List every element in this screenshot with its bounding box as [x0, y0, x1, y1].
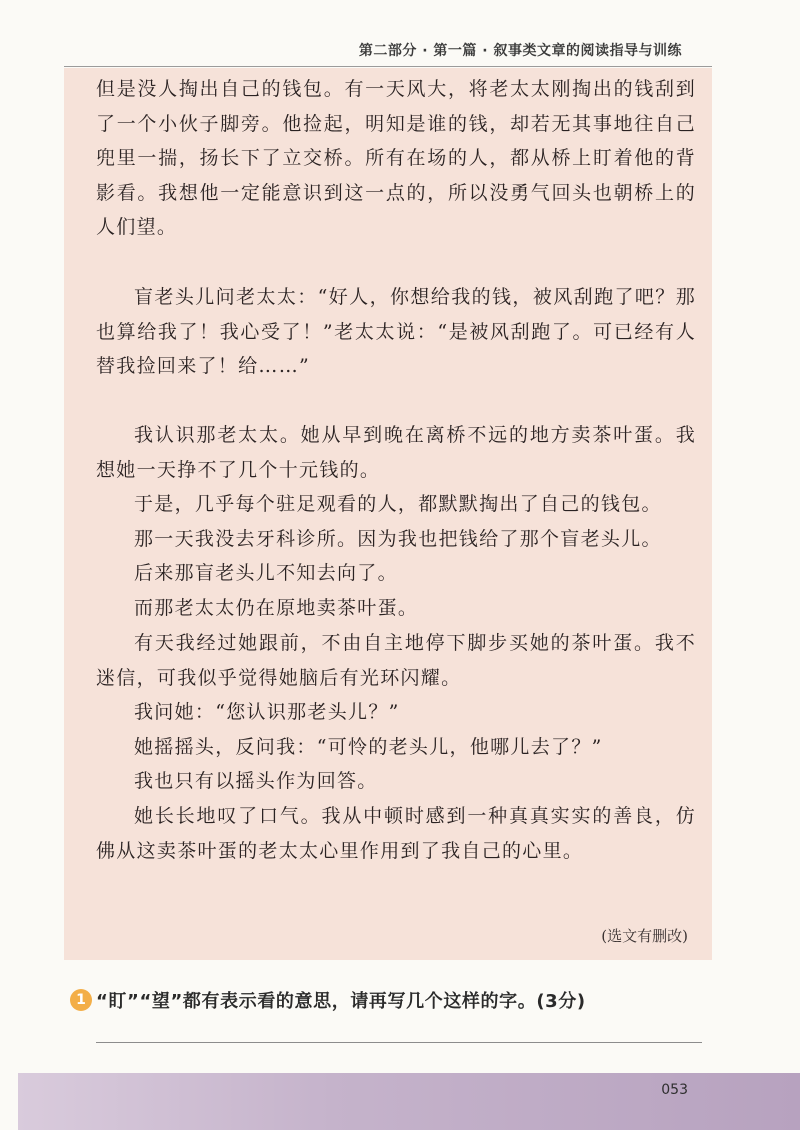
page-header — [0, 0, 800, 70]
passage-paragraph-2: 盲老头儿问老太太：“好人，你想给我的钱，被风刮跑了吧？那也算给我了！我心受了！”老太太说：“是被风刮跑了。可已经有人替我捡回来了！给……” — [96, 286, 696, 378]
passage-paragraph-7: 而那老太太仍在原地卖茶叶蛋。 — [134, 597, 419, 619]
question-1 — [70, 987, 586, 1013]
question-text: “盯”“望”都有表示看的意思，请再写几个这样的字。(3分) — [96, 991, 586, 1012]
answer-line[interactable] — [96, 1042, 702, 1043]
header-divider — [64, 66, 712, 67]
passage-paragraph-5: 那一天我没去牙科诊所。因为我也把钱给了那个盲老头儿。 — [134, 528, 662, 550]
passage-paragraph-8: 有天我经过她跟前，不由自主地停下脚步买她的茶叶蛋。我不迷信，可我似乎觉得她脑后有光环闪耀。 — [96, 632, 696, 689]
passage-paragraph-10: 她摇摇头，反问我：“可怜的老头儿，他哪儿去了？” — [134, 736, 603, 758]
passage-paragraph-11: 我也只有以摇头作为回答。 — [134, 770, 378, 792]
passage-paragraph-12: 她长长地叹了口气。我从中顿时感到一种真真实实的善良，仿佛从这卖茶叶蛋的老太太心里作用到了我自己的心里。 — [96, 805, 696, 862]
passage-paragraph-3: 我认识那老太太。她从早到晚在离桥不远的地方卖茶叶蛋。我想她一天挣不了几个十元钱的。 — [96, 424, 696, 481]
source-note: (选文有删改) — [601, 927, 688, 945]
breadcrumb: 第二部分 · 第一篇 · 叙事类文章的阅读指导与训练 — [358, 43, 682, 59]
passage-paragraph-9: 我问她：“您认识那老头儿？” — [134, 701, 400, 723]
passage-paragraph-1: 但是没人掏出自己的钱包。有一天风大，将老太太刚掏出的钱刮到了一个小伙子脚旁。他捡起，明知是谁的钱，却若无其事地往自己兜里一揣，扬长下了立交桥。所有在场的人，都从桥上盯着他的背影看。我想他一定能意识到这一点的，所以没勇气回头也朝桥上的人们望。 — [96, 78, 696, 239]
passage-paragraph-4: 于是，几乎每个驻足观看的人，都默默掏出了自己的钱包。 — [134, 493, 662, 515]
question-number-badge: 1 — [70, 989, 92, 1011]
page-number: 053 — [661, 1082, 688, 1098]
passage-paragraph-6: 后来那盲老头儿不知去向了。 — [134, 562, 398, 584]
